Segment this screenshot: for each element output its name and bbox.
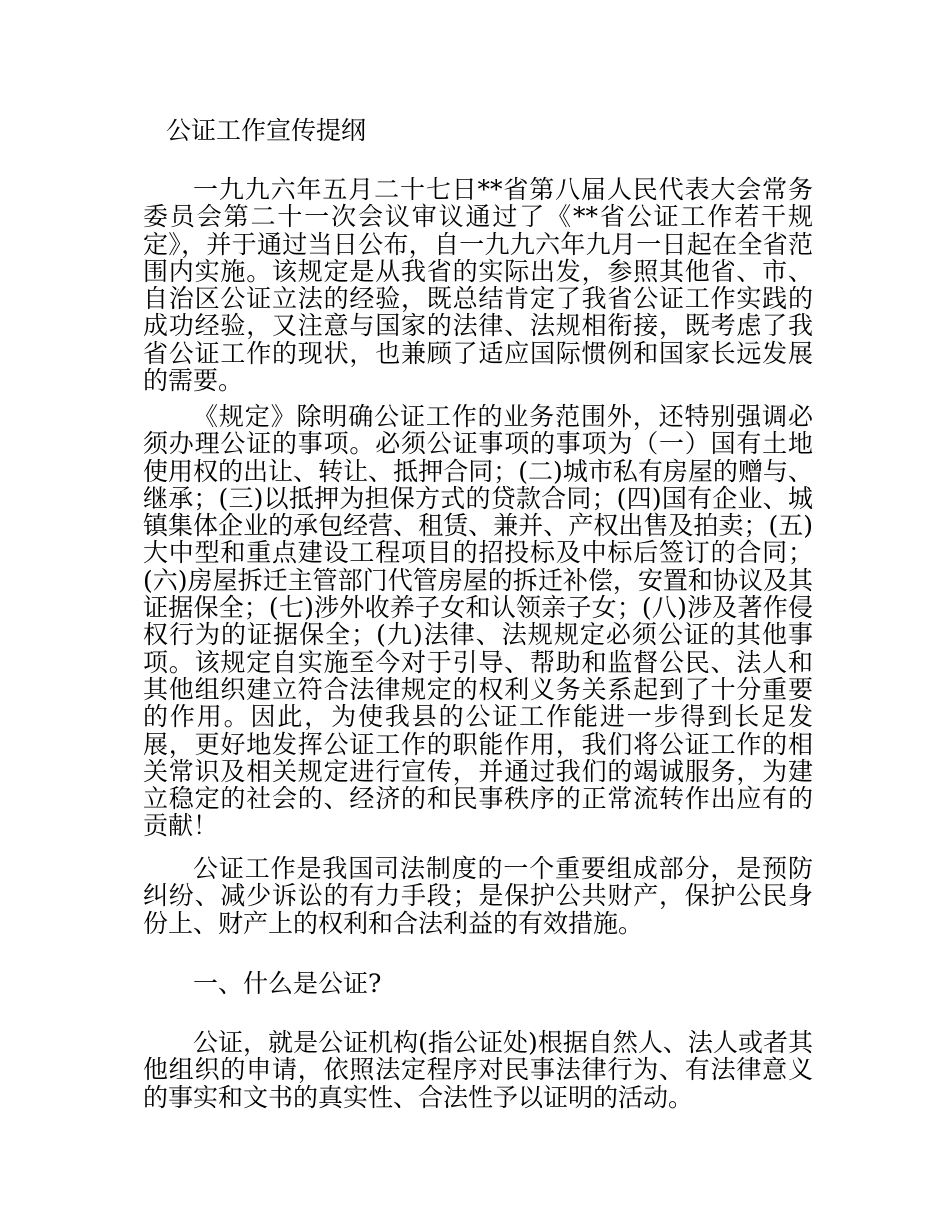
paragraph-notarization-role: 公证工作是我国司法制度的一个重要组成部分，是预防纠纷、减少诉讼的有力手段；是保护公共财产，保护公民身份上、财产上的权利和合法利益的有效措施。 [143, 854, 813, 938]
section-heading-what-is-notarization: 一、什么是公证? [193, 969, 382, 998]
paragraph-required-matters: 《规定》除明确公证工作的业务范围外，还特别强调必须办理公证的事项。必须公证事项的事项为（一）国有土地使用权的出让、转让、抵押合同；(二)城市私有房屋的赠与、继承；(三)以抵押为担保方式的贷款合同；(四)国有企业、城镇集体企业的承包经营、租赁、兼并、产权出售及拍卖；(五)大中型和重点建设工程项目的招投标及中标后签订的合同；(六)房屋拆迁主管部门代管房屋的拆迁补偿，安置和协议及其证据保全；(七)涉外收养子女和认领亲子女；(八)涉及著作侵权行为的证据保全；(九)法律、法规规定必须公证的其他事项。该规定自实施至今对于引导、帮助和监督公民、法人和其他组织建立符合法律规定的权利义务关系起到了十分重要的作用。因此，为使我县的公证工作能进一步得到长足发展，更好地发挥公证工作的职能作用，我们将公证工作的相关常识及相关规定进行宣传，并通过我们的竭诚服务，为建立稳定的社会的、经济的和民事秩序的正常流转作出应有的贡献！ [143, 402, 813, 841]
paragraph-intro: 一九九六年五月二十七日**省第八届人民代表大会常务委员会第二十一次会议审议通过了《**省公证工作若干规定》，并于通过当日公布，自一九九六年九月一日起在全省范围内实施。该规定是从我省的实际出发，参照其他省、市、自治区公证立法的经验，既总结肯定了我省公证工作实践的成功经验，又注意与国家的法律、法规相衔接，既考虑了我省公证工作的现状，也兼顾了适应国际惯例和国家长远发展的需要。 [143, 175, 813, 396]
paragraph-notarization-definition: 公证，就是公证机构(指公证处)根据自然人、法人或者其他组织的申请，依照法定程序对民事法律行为、有法律意义的事实和文书的真实性、合法性予以证明的活动。 [143, 1028, 813, 1112]
document-title: 公证工作宣传提纲 [166, 116, 367, 145]
